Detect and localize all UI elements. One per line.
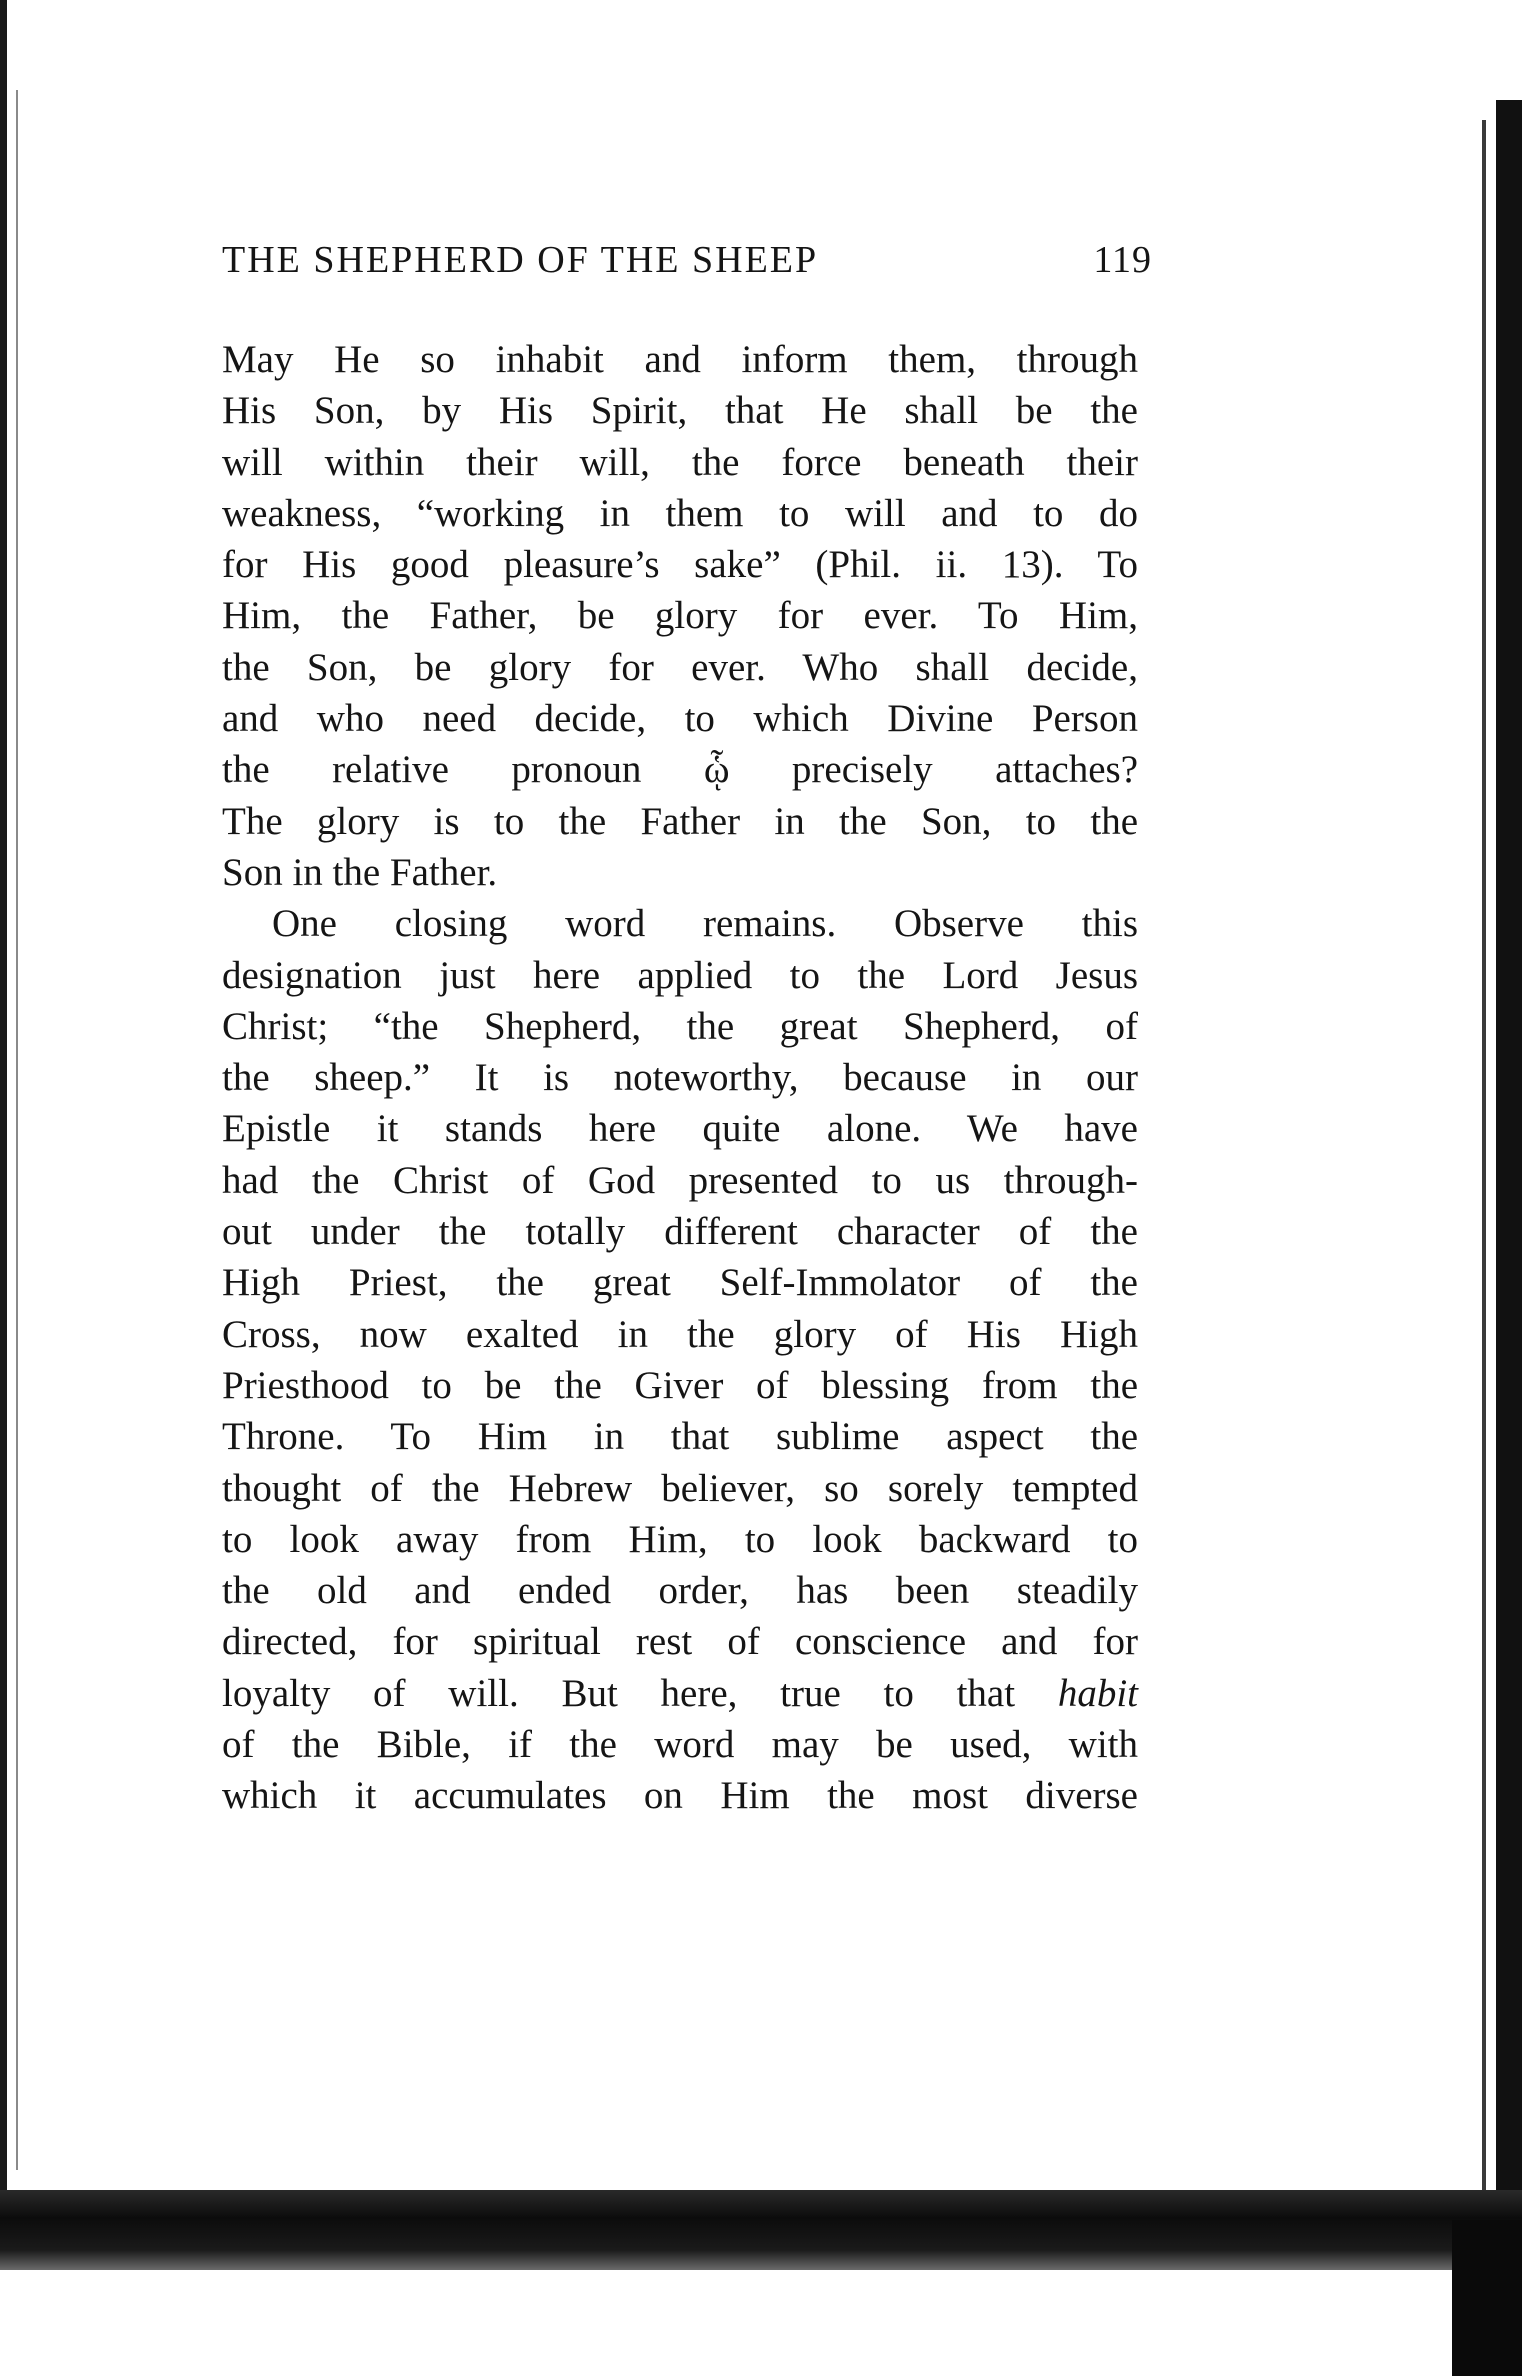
text-line: will within their will, the force beneath their	[222, 440, 1138, 484]
text-line: His Son, by His Spirit, that He shall be the	[222, 389, 1138, 433]
text-line: the relative pronoun ᾧ precisely attaches?	[222, 748, 1138, 792]
text-line: Christ; “the Shepherd, the great Shepherd, of	[222, 1004, 1138, 1048]
scan-edge-left-line	[16, 90, 18, 2170]
scan-edge-right	[1496, 100, 1522, 2376]
italic-word: habit	[1057, 1671, 1138, 1715]
text-line: the old and ended order, has been steadily	[222, 1569, 1138, 1613]
page-number: 119	[1093, 239, 1152, 281]
text-line: May He so inhabit and inform them, through	[222, 338, 1138, 381]
text-line: Priesthood to be the Giver of blessing from the	[222, 1363, 1138, 1407]
text-line: which it accumulates on Him the most diverse	[222, 1774, 1138, 1818]
text-line: the Son, be glory for ever. Who shall decide,	[222, 645, 1138, 689]
text-line: thought of the Hebrew believer, so sorely tempted	[222, 1466, 1138, 1510]
text-line: had the Christ of God presented to us through-	[222, 1158, 1138, 1202]
text-line: High Priest, the great Self-Immolator of the	[222, 1261, 1138, 1305]
scan-edge-bottom	[0, 2190, 1522, 2270]
scan-edge-right-line	[1482, 120, 1486, 2270]
text-line: One closing word remains. Observe this	[272, 902, 1138, 946]
text-line: the sheep.” It is noteworthy, because in our	[222, 1056, 1138, 1100]
running-head-title: THE SHEPHERD OF THE SHEEP	[222, 239, 819, 281]
body-text	[222, 334, 1138, 1822]
text-line: designation just here applied to the Lord Jesus	[222, 953, 1138, 997]
text-line: The glory is to the Father in the Son, to the	[222, 799, 1138, 843]
text-line: Cross, now exalted in the glory of His High	[222, 1312, 1138, 1356]
text-line: and who need decide, to which Divine Person	[222, 697, 1138, 741]
running-head	[222, 238, 1152, 288]
text-line: Him, the Father, be glory for ever. To Him,	[222, 594, 1138, 638]
text-line-with-italic	[222, 1668, 1138, 1719]
text-line: Son in the Father.	[222, 850, 498, 894]
text-line: out under the totally different character of the	[222, 1210, 1138, 1254]
text-line: to look away from Him, to look backward to	[222, 1517, 1138, 1561]
text-line: Throne. To Him in that sublime aspect the	[222, 1415, 1138, 1459]
text-line: weakness, “working in them to will and to do	[222, 491, 1138, 535]
text-line: for His good pleasure’s sake” (Phil. ii. 13). To	[222, 543, 1138, 587]
scan-edge-bottom-corner	[1452, 2220, 1522, 2376]
text-line: Epistle it stands here quite alone. We have	[222, 1107, 1138, 1151]
scan-edge-left	[0, 0, 7, 2200]
text-line: directed, for spiritual rest of conscience and for	[222, 1620, 1138, 1664]
text-run: loyalty of will. But here, true to that	[222, 1671, 1016, 1715]
text-line: of the Bible, if the word may be used, with	[222, 1723, 1138, 1767]
